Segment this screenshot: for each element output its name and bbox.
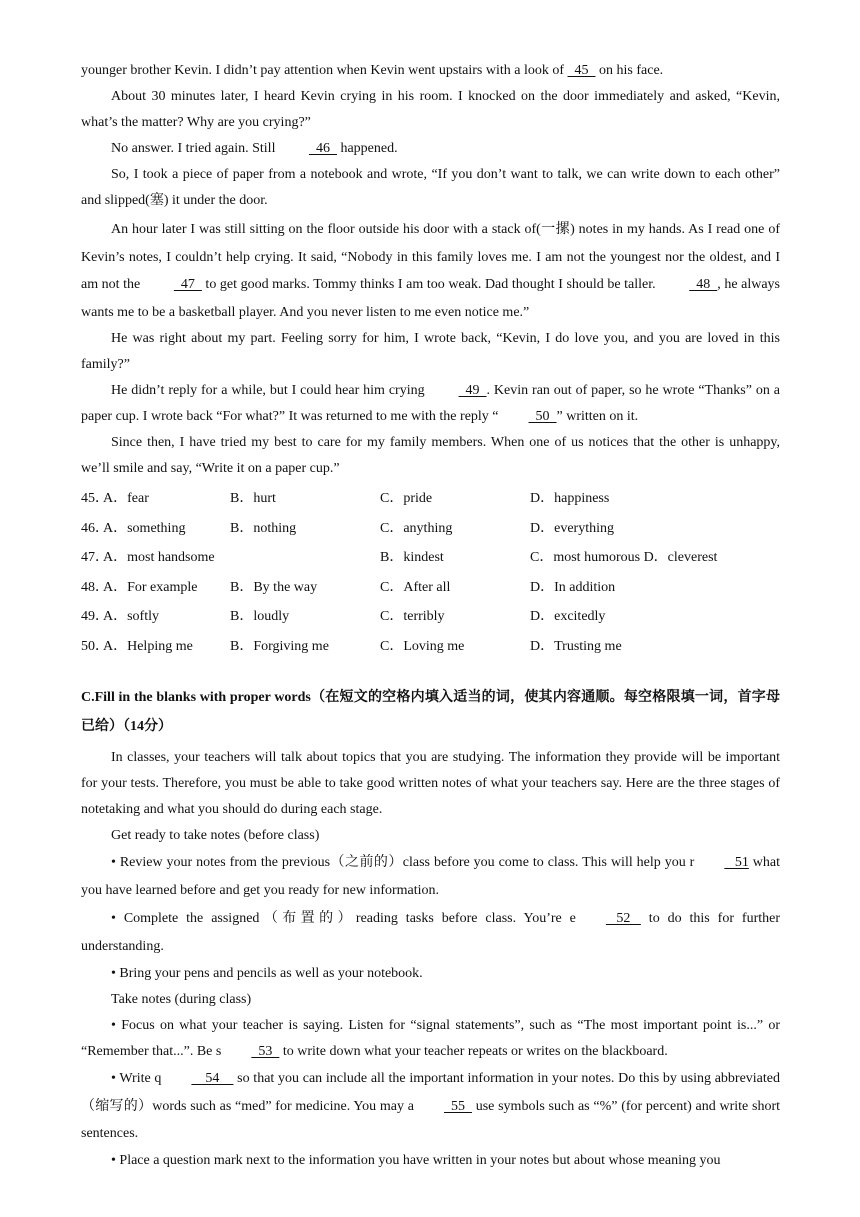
text: to do this for further understanding. — [81, 911, 781, 954]
option-a: A．fear — [103, 491, 149, 506]
paragraph — [81, 378, 780, 430]
option-c: C．terribly — [380, 609, 445, 624]
exam-page — [81, 58, 780, 1174]
bullet-item — [81, 1013, 780, 1065]
option-b: B．hurt — [230, 491, 276, 506]
option-c: C．Loving me — [380, 638, 465, 654]
option-row-45 — [81, 484, 780, 514]
option-b: B．loudly — [230, 609, 290, 624]
bullet-item — [81, 905, 780, 961]
bullet-item: • Place a question mark next to the information you have written in your notes but about whose meaning you — [111, 1152, 721, 1168]
paragraph — [81, 136, 780, 162]
text: . Kevin ran out of paper, so he wrote “Thanks” on a paper cup. I wrote back “For what?” It was returned to me with the reply “ — [81, 383, 780, 424]
option-c: C．anything — [380, 520, 453, 536]
paragraph: In classes, your teachers will talk about topics that you are studying. The information they provide will be important for your tests. Therefore, you must be able to take good written notes of what your teachers say. Here are the three stages of notetaking and what you should do during each stage. — [81, 750, 780, 817]
text: use symbols such as “%” (for percent) and write short sentences. — [81, 1098, 781, 1141]
option-b: B．By the way — [230, 579, 318, 595]
option-row-50 — [81, 632, 780, 662]
text: He didn’t reply for a while, but I could hear him crying — [111, 383, 429, 398]
subheading: Take notes (during class) — [111, 992, 252, 1007]
text: • Focus on what your teacher is saying. Listen for “signal statements”, such as “The most important point is...” or “Remember that...”. Be s — [81, 1018, 780, 1059]
option-b: B．nothing — [230, 520, 297, 536]
text: No answer. I tried again. Still — [111, 141, 279, 156]
question-number: 50． — [81, 638, 109, 654]
blank-54: 54 — [191, 1071, 234, 1086]
bullet-item: • Bring your pens and pencils as well as your notebook. — [111, 966, 423, 981]
text: to get good marks. Tommy thinks I am too weak. Dad thought I should be taller. — [201, 277, 660, 292]
text: ” written on it. — [556, 409, 639, 424]
option-a: A．For example — [103, 579, 198, 595]
paragraph: So, I took a piece of paper from a notebook and wrote, “If you don’t want to talk, we can write down to each other” and slipped(塞) it under the door. — [81, 167, 780, 208]
text: what you have learned before and get you ready for new information. — [81, 855, 781, 898]
blank-46: 46 — [308, 141, 337, 156]
option-b: B．Forgiving me — [230, 638, 329, 654]
option-a: A．something — [103, 520, 186, 536]
text: to write down what your teacher repeats or writes on the blackboard. — [279, 1044, 668, 1059]
text: younger brother Kevin. I didn’t pay attention when Kevin went upstairs with a look of — [81, 63, 568, 78]
blank-52: 52 — [605, 911, 641, 926]
option-a: A．Helping me — [103, 638, 193, 654]
question-number: 49． — [81, 609, 109, 624]
text: , he always wants me to be a basketball player. And you never listen to me even notice me.” — [81, 277, 780, 320]
option-d: D．happiness — [530, 491, 610, 506]
option-row-48 — [81, 573, 780, 603]
question-number: 45． — [81, 491, 109, 506]
text: An hour later I was still sitting on the floor outside his door with a stack of(一摞) notes in my hands. As I read one of Kevin’s notes, I couldn’t help crying. It said, “Nobody in this family loves me. I am not the youngest nor the oldest, and I am not the — [81, 222, 780, 292]
option-d: D．everything — [530, 520, 614, 536]
blank-55: 55 — [443, 1098, 472, 1114]
option-row-46 — [81, 514, 780, 544]
text: • Review your notes from the previous（之前的）class before you come to class. This will help you r — [111, 855, 695, 870]
subheading: Get ready to take notes (before class) — [111, 828, 320, 843]
question-number: 46． — [81, 520, 109, 536]
option-c: C．pride — [380, 491, 433, 506]
option-d: D．In addition — [530, 579, 616, 595]
option-row-47 — [81, 543, 780, 573]
option-a: A．most handsome — [103, 550, 215, 565]
option-b: B．kindest — [380, 550, 444, 565]
option-row-49 — [81, 602, 780, 632]
blank-50: 50 — [528, 409, 557, 424]
blank-48: 48 — [689, 277, 718, 292]
paragraph — [81, 216, 780, 326]
option-c-d: C．most humorous D．cleverest — [530, 550, 718, 565]
blank-45: 45 — [567, 63, 596, 78]
section-title: C.Fill in the blanks with proper words（在短文的空格内填入适当的词，使其内容通顺。每空格限填一词，首字母已给）（14分） — [81, 690, 780, 734]
paragraph — [81, 58, 780, 84]
paragraph: About 30 minutes later, I heard Kevin crying in his room. I knocked on the door immediately and asked, “Kevin, what’s the matter? Why are you crying?” — [81, 89, 780, 130]
text: happened. — [336, 141, 398, 156]
option-d: D．excitedly — [530, 609, 606, 624]
text: so that you can include all the important information in your notes. Do this by using abbreviated（缩写的）words such as “med” for medicine. You may a — [81, 1071, 780, 1114]
blank-53: 53 — [251, 1044, 280, 1059]
bullet-item — [81, 849, 780, 905]
blank-49: 49 — [458, 383, 487, 398]
paragraph: Since then, I have tried my best to care for my family members. When one of us notices that the other is unhappy, we’ll smile and say, “Write it on a paper cup.” — [81, 435, 780, 476]
bullet-item — [81, 1065, 780, 1148]
question-number: 48． — [81, 579, 109, 595]
option-a: A．softly — [103, 609, 159, 624]
text: on his face. — [595, 63, 664, 78]
text: • Write q — [111, 1071, 162, 1086]
blank-47: 47 — [173, 277, 202, 292]
paragraph: He was right about my part. Feeling sorry for him, I wrote back, “Kevin, I do love you, and you are loved in this family?” — [81, 331, 780, 372]
option-c: C．After all — [380, 579, 451, 595]
blank-51: 51 — [724, 855, 749, 870]
option-d: D．Trusting me — [530, 638, 622, 654]
text: • Complete the assigned（布置的）reading tasks before class. You’re e — [111, 911, 576, 926]
question-number: 47． — [81, 550, 109, 565]
options-list — [81, 484, 780, 661]
